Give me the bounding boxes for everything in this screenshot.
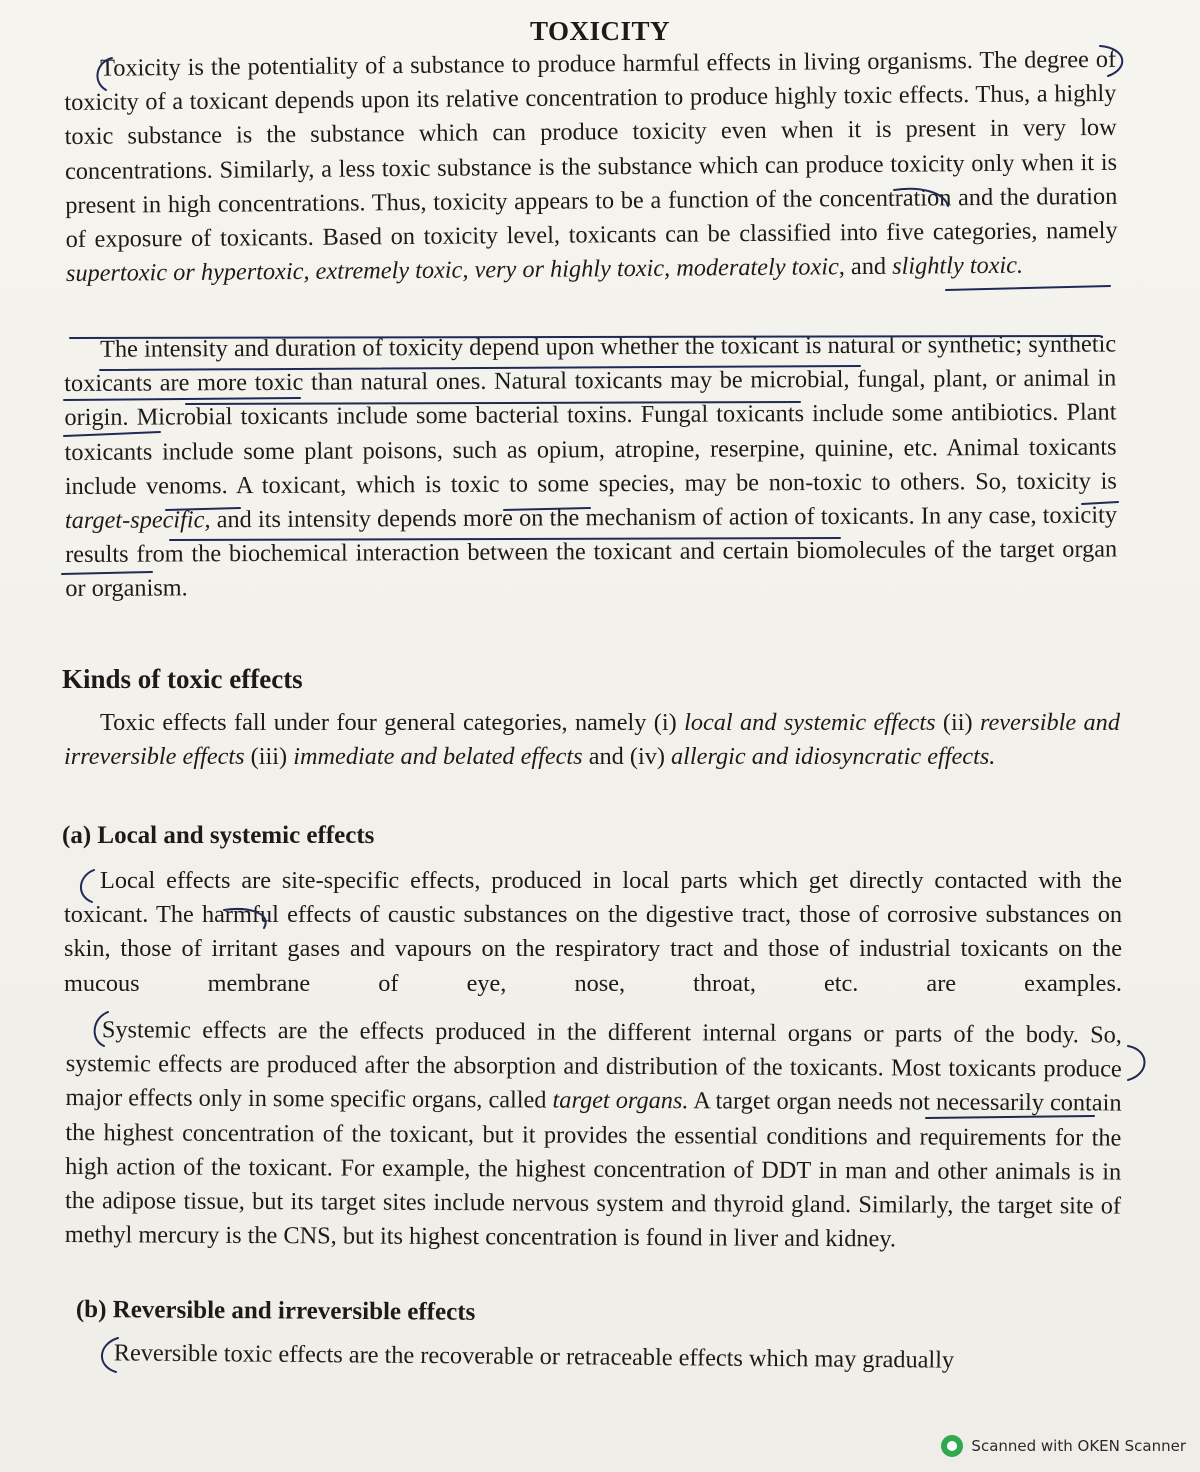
paragraph-toxicity-intensity: The intensity and duration of toxicity depend upon whether the toxicant is natural or synthetic; synthetic toxicants are more toxic than natural ones. Natural toxicants may be microbial, fungal, plant, or animal in origin. Microbial toxicants include some bacterial toxins. Fungal toxicants include some antibiotics. Plant toxicants include some plant poisons, such as opium, atropine, reserpine, quinine, etc. Animal toxicants include venoms. A toxicant, which is toxic to some species, may be non-toxic to others. So, toxicity is target-specific, and its intensity depends more on the mechanism of action of toxicants. In any case, toxicity results from the biochemical interaction between the toxicant and certain biomolecules of the target organ or organism. [64, 330, 1118, 603]
paragraph-toxicity-definition: Toxicity is the potentiality of a substance to produce harmful effects in living organisms. The degree of toxicity of a toxicant depends upon its relative concentration to produce highly toxic effects. Thus, a highly toxic substance is the substance which can produce toxicity even when it is present in very low concentrations. Similarly, a less toxic substance is the substance which can produce toxicity only when it is present in high concentrations. Thus, toxicity appears to be a function of the concentration and the duration of exposure of toxicants. Based on toxicity level, toxicants can be classified into five categories, namely supertoxic or hypertoxic, extremely toxic, very or highly toxic, moderately toxic, and slightly toxic. [64, 45, 1118, 288]
subheading-local-and-systemic-effects: (a) Local and systemic effects [62, 822, 375, 849]
paragraph-toxic-effect-categories: Toxic effects fall under four general categories, namely (i) local and systemic effects (ii) reversible and irreversible effects (iii) immediate and belated effects and (iv) allergic and idiosyncratic effects. [64, 709, 1120, 771]
oken-scanner-logo-icon [941, 1435, 963, 1457]
paragraph-systemic-effects: Systemic effects are the effects produced in the different internal organs or parts of the body. So, systemic effects are produced after the absorption and distribution of the toxicants. Most toxicants produce major effects only in some specific organs, called target organs. A target organ needs not necessarily contain the highest concentration of the toxicant, but it provides the essential conditions and requirements for the high action of the toxicant. For example, the highest concentration of DDT in man and other animals is in the adipose tissue, but its target sites include nervous system and thyroid gland. Similarly, the target site of methyl mercury is the CNS, but its highest concentration is found in liver and kidney. [64, 1016, 1122, 1253]
pen-underline-mark [946, 286, 1110, 290]
pen-bracket-mark [1128, 1046, 1145, 1080]
paragraph-reversible-effects: Reversible toxic effects are the recoverable or retraceable effects which may gradually [113, 1339, 955, 1374]
subheading-reversible-and-irreversible-effects: (b) Reversible and irreversible effects [75, 1296, 476, 1326]
paragraph-local-effects: Local effects are site-specific effects, produced in local parts which get directly contacted with the toxicant. The harmful effects of caustic substances on the digestive tract, those of corrosive substances on skin, those of irritant gases and vapours on the respiratory tract and those of industrial toxicants on the mucous membrane of eye, nose, throat, etc. are examples. [64, 867, 1122, 997]
scanner-watermark [941, 1435, 1186, 1457]
scanner-watermark-text: Scanned with OKEN Scanner [971, 1437, 1186, 1455]
page-title: TOXICITY [529, 16, 671, 46]
heading-kinds-of-toxic-effects: Kinds of toxic effects [62, 664, 303, 694]
